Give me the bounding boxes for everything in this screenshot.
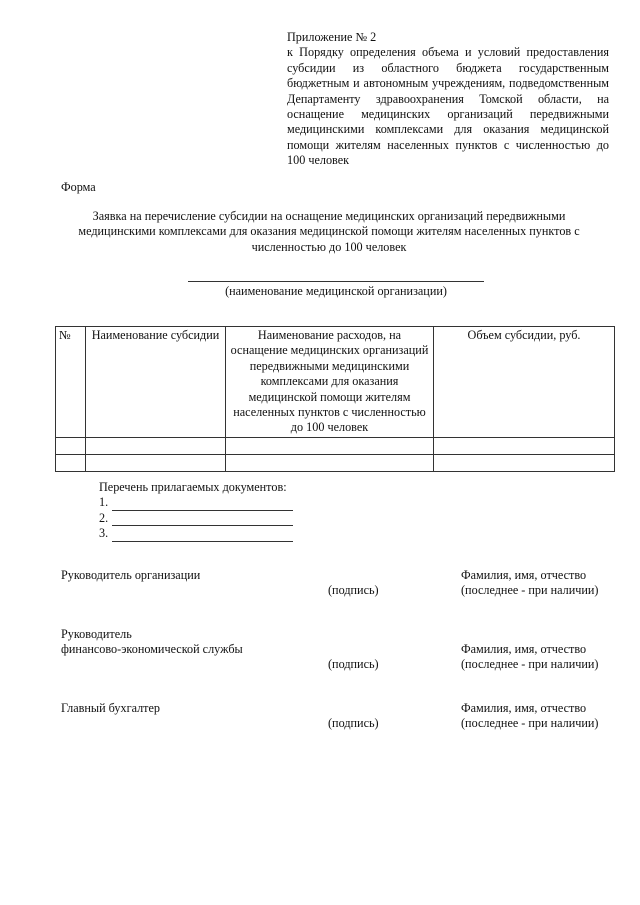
documents-list xyxy=(99,480,293,542)
document-item xyxy=(99,511,293,526)
signature-role-label: Главный бухгалтер xyxy=(61,701,161,715)
header-subsidy-name: Наименование субсидии xyxy=(86,327,226,438)
document-item-number: 1. xyxy=(99,495,109,510)
document-item xyxy=(99,495,293,510)
table-cell[interactable] xyxy=(226,454,434,471)
document-title: Заявка на перечисление субсидии на оснащение медицинских организаций передвижными медицинскими комплексами для оказания медицинской помощи жителям населенных пунктов с численностью до 100 человек xyxy=(78,209,580,254)
appendix-block xyxy=(287,30,609,169)
signature-name-label: Фамилия, имя, отчество xyxy=(461,568,587,582)
document-item-blank[interactable] xyxy=(112,513,293,526)
signature-caption: (подпись) xyxy=(328,657,379,671)
header-subsidy-amount: Объем субсидии, руб. xyxy=(434,327,615,438)
table-cell[interactable] xyxy=(226,437,434,454)
table-header-row xyxy=(56,327,615,438)
document-item xyxy=(99,526,293,541)
table-cell[interactable] xyxy=(86,454,226,471)
signature-caption: (подпись) xyxy=(328,583,379,597)
signature-role-label: Руководитель xyxy=(61,627,132,641)
subsidy-table xyxy=(55,326,615,472)
signature-name-label: Фамилия, имя, отчество xyxy=(461,701,587,715)
appendix-text: к Порядку определения объема и условий предоставления субсидии из областного бюджета государственным бюджетным и автономным учреждениям, подведомственным Департаменту здравоохранения Томской области, на оснащение медицинских организаций передвижными медицинскими комплексами для оказания медицинской помощи жителям населенных пунктов с численностью до 100 человек xyxy=(287,45,609,168)
signature-role-label: Руководитель организации xyxy=(61,568,201,582)
signature-name-note: (последнее - при наличии) xyxy=(461,583,599,598)
signature-caption: (подпись) xyxy=(328,716,379,730)
table-row xyxy=(56,437,615,454)
signature-name-note: (последнее - при наличии) xyxy=(461,657,599,672)
header-expense-name: Наименование расходов, на оснащение медицинских организаций передвижными медицинскими комплексами для оказания медицинской помощи жителям населенных пунктов с численностью до 100 человек xyxy=(226,327,434,438)
table-cell[interactable] xyxy=(434,437,615,454)
form-label: Форма xyxy=(61,180,96,194)
signature-name-block xyxy=(461,568,598,599)
signature-role-finance xyxy=(61,627,243,658)
organization-name-line xyxy=(188,281,484,282)
signature-name-note: (последнее - при наличии) xyxy=(461,716,599,731)
signature-role-head xyxy=(61,568,200,583)
table-cell[interactable] xyxy=(86,437,226,454)
organization-name-caption: (наименование медицинской организации) xyxy=(225,284,447,298)
table-cell[interactable] xyxy=(56,454,86,471)
header-number: № xyxy=(56,327,86,438)
document-item-blank[interactable] xyxy=(112,529,293,542)
signature-name-label: Фамилия, имя, отчество xyxy=(461,642,587,656)
document-item-number: 3. xyxy=(99,526,109,541)
table-cell[interactable] xyxy=(56,437,86,454)
signature-role-label-line2: финансово-экономической службы xyxy=(61,642,243,657)
appendix-title: Приложение № 2 xyxy=(287,30,377,44)
documents-heading: Перечень прилагаемых документов: xyxy=(99,480,287,494)
table-cell[interactable] xyxy=(434,454,615,471)
signature-name-block xyxy=(461,701,598,732)
document-item-number: 2. xyxy=(99,510,109,525)
signature-name-block xyxy=(461,642,598,673)
document-item-blank[interactable] xyxy=(112,498,293,511)
table-row xyxy=(56,454,615,471)
signature-role-accountant xyxy=(61,701,160,716)
